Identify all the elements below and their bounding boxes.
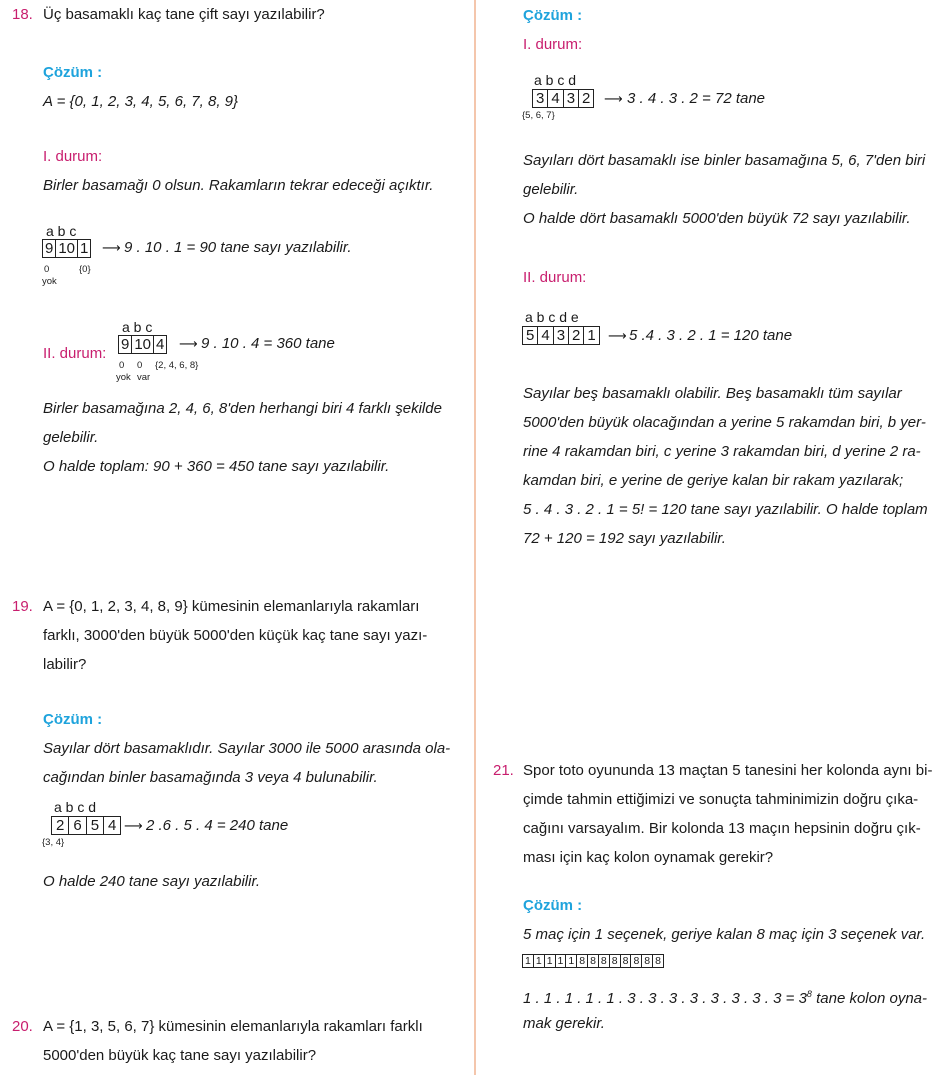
digit-letters: a b c	[122, 319, 153, 335]
arrow-icon: ⟶	[608, 328, 627, 343]
digit-box: 8	[577, 955, 588, 967]
paragraph-line: Sayılar beş basamaklı olabilir. Beş basamaklı tüm sayılar	[523, 385, 902, 402]
digit-box: 1	[523, 955, 534, 967]
digit-box: 5	[87, 817, 104, 834]
note-set: {3, 4}	[42, 837, 65, 848]
paragraph-line: Sayılar dört basamaklıdır. Sayılar 3000 ile 5000 arasında ola-	[43, 740, 451, 757]
digit-letters: a b c d e	[525, 309, 579, 325]
solution-heading-19: Çözüm :	[43, 711, 103, 728]
paragraph-line: gelebilir.	[523, 181, 579, 198]
q20-case2-result: 5 .4 . 3 . 2 . 1 = 120 tane	[629, 327, 793, 344]
digit-box: 8	[631, 955, 642, 967]
digit-box: 1	[80, 240, 89, 257]
arrow-icon: ⟶	[102, 240, 121, 255]
digit-box: 4	[156, 336, 165, 353]
case-2-result: 9 . 10 . 4 = 360 tane	[201, 335, 335, 352]
question-number-21: 21.	[493, 762, 514, 779]
arrow-icon: ⟶	[604, 91, 623, 106]
paragraph-line: rine 4 rakamdan biri, c yerine 3 rakamdan biri, d yerine 2 ra-	[523, 443, 921, 460]
q19-result: 2 .6 . 5 . 4 = 240 tane	[146, 817, 289, 834]
paragraph-line: 5 maç için 1 seçenek, geriye kalan 8 maç için 3 seçenek var.	[523, 926, 926, 943]
digit-box: 8	[599, 955, 610, 967]
digit-box: 3	[564, 90, 579, 107]
note-set: {5, 6, 7}	[522, 110, 555, 121]
digit-letters: a b c d	[534, 72, 577, 88]
case-1-title: I. durum:	[43, 148, 103, 165]
question-19-line: labilir?	[43, 656, 87, 673]
paragraph-line: Sayıları dört basamaklı ise binler basamağına 5, 6, 7'den biri	[523, 152, 926, 169]
note-zero: 0	[44, 264, 50, 275]
q20-case1-result: 3 . 4 . 3 . 2 = 72 tane	[627, 90, 766, 107]
digit-box: 1	[556, 955, 567, 967]
case-2-title: II. durum:	[523, 269, 587, 286]
digit-box: 3	[533, 90, 548, 107]
question-19-line: A = {0, 1, 2, 3, 4, 8, 9} kümesinin elemanlarıyla rakamları	[43, 598, 420, 615]
digit-boxes	[532, 89, 594, 108]
digit-box: 8	[588, 955, 599, 967]
paragraph-line: Birler basamağına 2, 4, 6, 8'den herhangi biri 4 farklı şekilde	[43, 400, 442, 417]
note-yok: yok	[42, 276, 57, 287]
note-set: {2, 4, 6, 8}	[155, 360, 199, 371]
paragraph-line: kamdan biri, e yerine de geriye kalan bir rakam yazılarak;	[523, 472, 904, 489]
note-zero: 0	[119, 360, 125, 371]
case-1-title: I. durum:	[523, 36, 583, 53]
digit-box: 10	[132, 336, 154, 353]
note-set: {0}	[79, 264, 91, 275]
question-21-line: ması için kaç kolon oynamak gerekir?	[523, 849, 774, 866]
paragraph-line: 5 . 4 . 3 . 2 . 1 = 5! = 120 tane sayı yazılabilir. O halde toplam	[523, 501, 928, 518]
digit-box: 9	[43, 240, 56, 257]
note-yok: yok	[116, 372, 131, 383]
digit-boxes	[42, 239, 91, 258]
paragraph-line: cağından binler basamağında 3 veya 4 bulunabilir.	[43, 769, 378, 786]
question-number-20: 20.	[12, 1018, 33, 1035]
paragraph-line: 72 + 120 = 192 sayı yazılabilir.	[523, 530, 726, 547]
digit-box: 8	[655, 955, 661, 967]
case-1-text: Birler basamağı 0 olsun. Rakamların tekrar edeceği açıktır.	[43, 177, 434, 194]
digit-box: 9	[119, 336, 132, 353]
set-definition: A = {0, 1, 2, 3, 4, 5, 6, 7, 8, 9}	[43, 93, 238, 110]
paragraph-line: O halde toplam: 90 + 360 = 450 tane sayı yazılabilir.	[43, 458, 390, 475]
paragraph-line: mak gerekir.	[523, 1015, 605, 1032]
exponent: 8	[806, 989, 812, 999]
digit-box: 10	[56, 240, 78, 257]
digit-box: 1	[545, 955, 556, 967]
question-21-line: çimde tahmin ettiğimizi ve sonuçta tahminimizin doğru çıka-	[523, 791, 919, 808]
digit-box: 1	[566, 955, 577, 967]
digit-box: 1	[587, 327, 596, 344]
case-1-result: 9 . 10 . 1 = 90 tane sayı yazılabilir.	[124, 239, 352, 256]
digit-box: 2	[582, 90, 591, 107]
digit-box: 2	[52, 817, 69, 834]
question-number-18: 18.	[12, 6, 33, 23]
paragraph-line: gelebilir.	[43, 429, 99, 446]
solution-heading-21: Çözüm :	[523, 897, 583, 914]
solution-heading-18: Çözüm :	[43, 64, 103, 81]
digit-box: 8	[621, 955, 632, 967]
digit-letters: a b c d	[54, 799, 97, 815]
digit-box: 4	[108, 817, 117, 834]
digit-letters: a b c	[46, 223, 77, 239]
product-tail: tane kolon oyna-	[811, 990, 928, 1007]
digit-box: 8	[642, 955, 653, 967]
paragraph-line: O halde dört basamaklı 5000'den büyük 72 sayı yazılabilir.	[523, 210, 911, 227]
question-20-line: A = {1, 3, 5, 6, 7} kümesinin elemanlarıyla rakamları farklı	[43, 1018, 423, 1035]
product-expression: 1 . 1 . 1 . 1 . 1 . 3 . 3 . 3 . 3 . 3 . 3 . 3 . 3 = 3	[523, 990, 807, 1007]
arrow-icon: ⟶	[179, 336, 198, 351]
case-2-title: II. durum:	[43, 345, 107, 362]
digit-box: 8	[610, 955, 621, 967]
paragraph-line: 5000'den büyük olacağından a yerine 5 rakamdan biri, b yer-	[523, 414, 926, 431]
arrow-icon: ⟶	[124, 818, 143, 833]
digit-box: 2	[569, 327, 584, 344]
note-zero: 0	[137, 360, 143, 371]
solution-heading-20: Çözüm :	[523, 7, 583, 24]
digit-boxes	[51, 816, 121, 835]
digit-box: 5	[523, 327, 538, 344]
question-21-line: cağını varsayalım. Bir kolonda 13 maçın hepsinin doğru çık-	[523, 820, 921, 837]
digit-box: 1	[534, 955, 545, 967]
question-19-line: farklı, 3000'den büyük 5000'den küçük kaç tane sayı yazı-	[43, 627, 428, 644]
column-divider	[474, 0, 476, 1075]
q19-conclusion: O halde 240 tane sayı yazılabilir.	[43, 873, 261, 890]
note-var: var	[137, 372, 151, 383]
digit-boxes	[522, 326, 600, 345]
digit-boxes	[118, 335, 167, 354]
digit-box: 4	[548, 90, 563, 107]
question-number-19: 19.	[12, 598, 33, 615]
question-18-text: Üç basamaklı kaç tane çift sayı yazılabilir?	[43, 6, 325, 23]
digit-boxes	[522, 954, 664, 968]
digit-box: 3	[554, 327, 569, 344]
digit-box: 4	[538, 327, 553, 344]
question-20-line: 5000'den büyük kaç tane sayı yazılabilir?	[43, 1047, 317, 1064]
question-21-line: Spor toto oyununda 13 maçtan 5 tanesini her kolonda aynı bi-	[523, 762, 933, 779]
digit-box: 6	[69, 817, 86, 834]
